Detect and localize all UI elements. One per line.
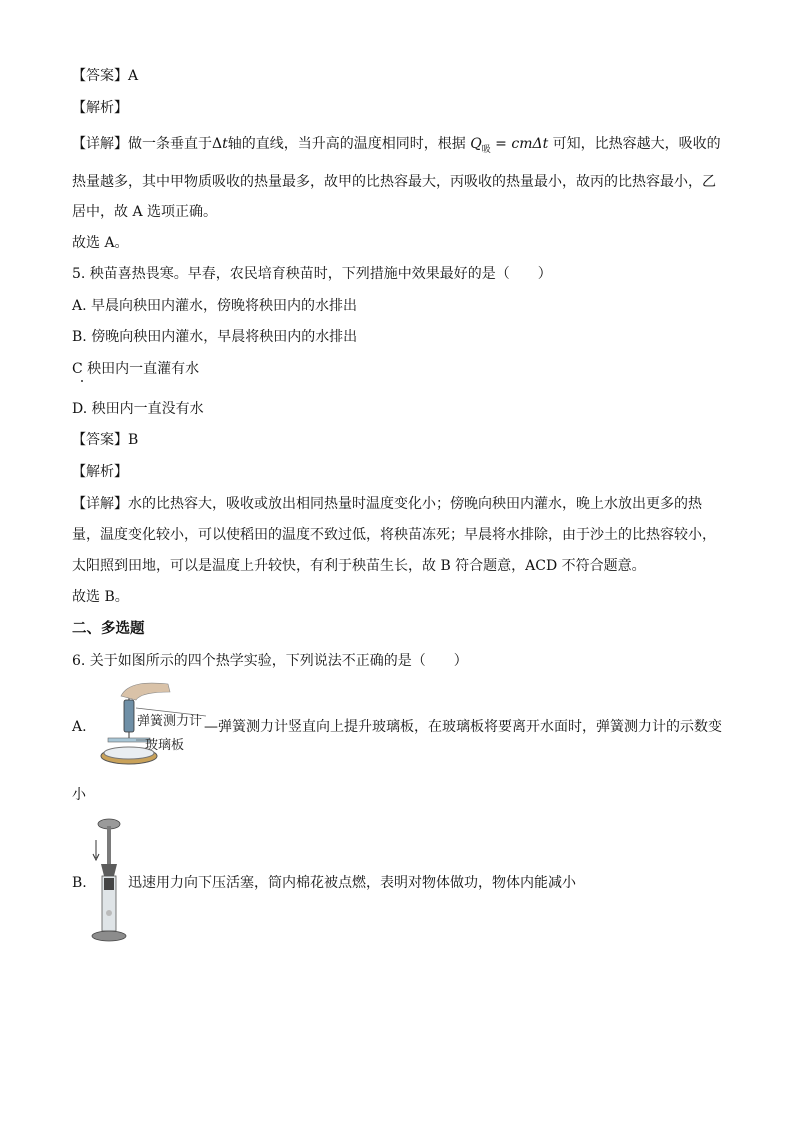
q5-analysis-label: 【解析】 [72,464,128,480]
formula-rest: = cmΔt [490,136,549,152]
q4-detail-text-b: 轴的直线，当升高的温度相同时，根据 [227,136,466,152]
q5-answer: 【答案】B [72,432,139,448]
q6-option-a-label: A. [72,719,87,735]
q6-option-a-text: —弹簧测力计竖直向上提升玻璃板，在玻璃板将要离开水面时，弹簧测力计的示数变 [204,719,722,735]
q6-option-b-text: 迅速用力向下压活塞，筒内棉花被点燃，表明对物体做功，物体内能减小 [128,875,576,891]
fig-a-caption-spring-scale: 弹簧测力计 [137,714,203,729]
q5-option-a: A. 早晨向秧田内灌水，傍晚将秧田内的水排出 [72,298,358,314]
q4-analysis-label: 【解析】 [72,100,128,116]
q4-conclusion: 故选 A。 [72,235,129,251]
piston-cotton-ignition-figure [86,818,128,944]
q5-detail-line-3: 太阳照到田地，可以是温度上升较快，有利于秧苗生长，故 B 符合题意，ACD 不符合题意。 [72,558,646,574]
q6-option-b-label: B. [72,875,87,891]
formula-q: Q [470,136,482,152]
q4-detail-line-2: 热量越多，其中甲物质吸收的热量最多，故甲的比热容最大，丙吸收的热量最小，故丙的比热容最小，乙 [72,174,716,190]
formula-subscript: 吸 [481,144,491,155]
section-heading-multi-choice: 二、多选题 [72,621,145,637]
heat-formula [470,136,549,155]
q5-detail-line-2: 量，温度变化较小，可以使稻田的温度不致过低，将秧苗冻死；早晨将水排除，由于沙土的比热容较小， [72,527,716,543]
q4-detail-line-1 [72,134,721,160]
q5-conclusion: 故选 B。 [72,589,129,605]
q4-answer: 【答案】A [72,68,139,84]
q6-option-a-wrap: 小 [72,787,86,803]
q5-question: 5. 秧苗喜热畏寒。早春，农民培育秧苗时，下列措施中效果最好的是（ ） [72,266,552,282]
q4-detail-text-a: 【详解】做一条垂直于Δ [72,136,223,152]
q4-detail-delta-t: t [222,136,228,152]
q4-detail-text-c: 可知，比热容越大，吸收的 [552,136,721,152]
q4-detail-line-3: 居中，故 A 选项正确。 [72,204,218,220]
q5-detail-line-1: 【详解】水的比热容大，吸收或放出相同热量时温度变化小；傍晚向秧田内灌水，晚上水放出更多的热 [72,496,702,512]
stray-dot [81,380,83,382]
q5-option-c: C 秧田内一直灌有水 [72,361,200,377]
q5-option-b: B. 傍晚向秧田内灌水，早晨将秧田内的水排出 [72,329,358,345]
q5-option-d: D. 秧田内一直没有水 [72,401,204,417]
q6-question: 6. 关于如图所示的四个热学实验，下列说法不正确的是（ ） [72,653,468,669]
fig-a-caption-glass-plate: 玻璃板 [145,738,185,753]
